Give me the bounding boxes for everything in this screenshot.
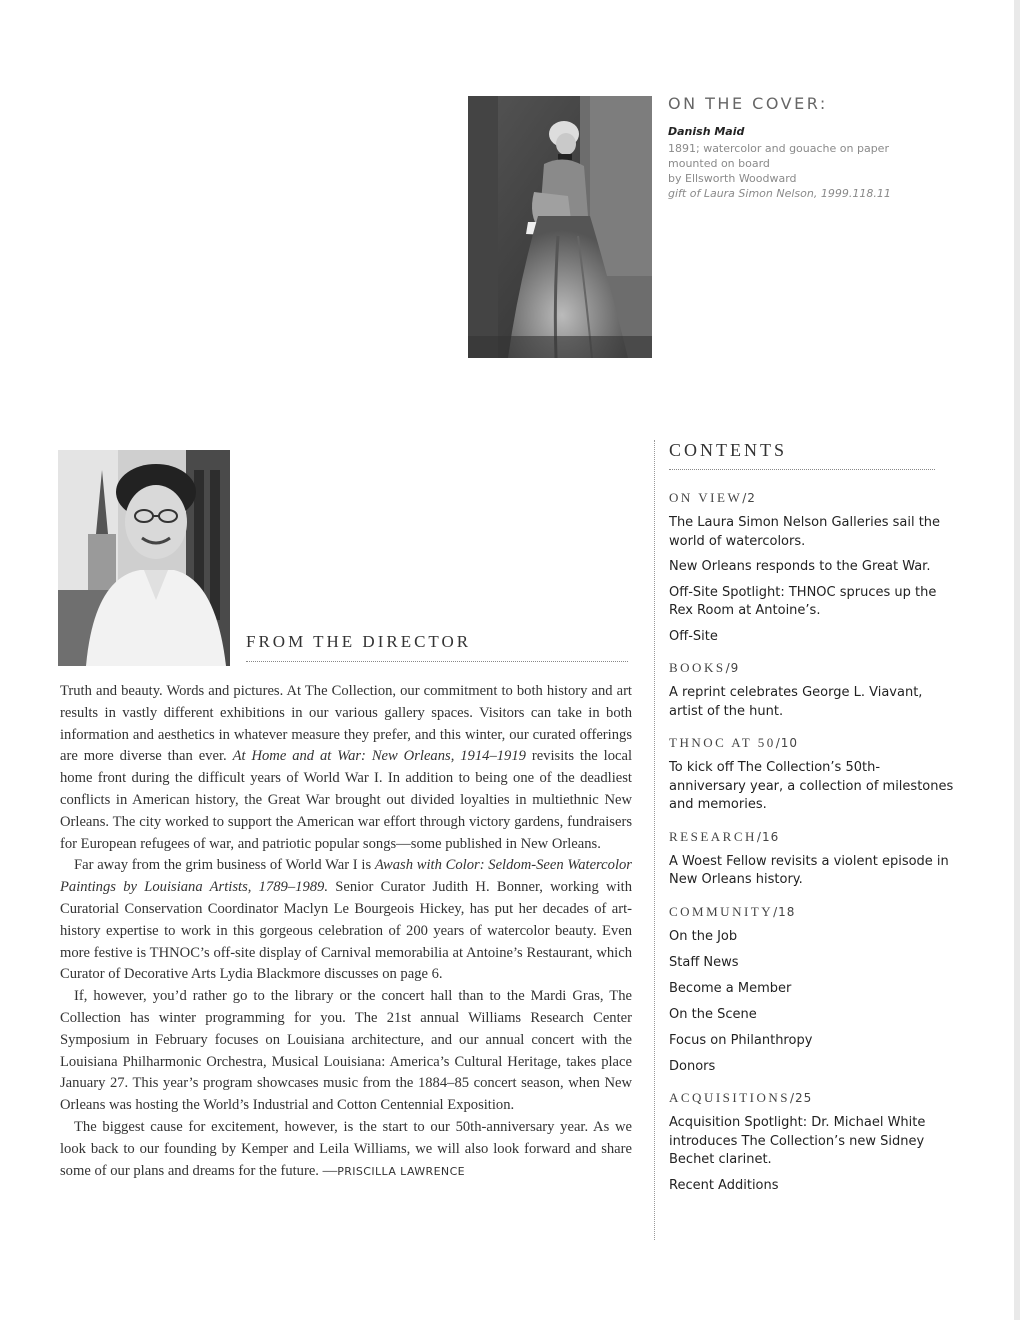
contents-entry[interactable]: The Laura Simon Nelson Galleries sail the world of watercolors. <box>669 515 941 549</box>
director-paragraph: If, however, you’d rather go to the library or the concert hall than to the Mardi Gras, The Collection has winter programming for you. The 21st annual Williams Research Center Symposium in February focuses on Louisiana architecture, and our annual concert with the Louisiana Philharmonic Orchestra, Musical Louisiana: America’s Cultural Heritage, takes place January 27. This year’s program showcases music from the 1884–85 concert season, when New Orleans was hosting the World’s Industrial and Cotton Centennial Exposition. <box>60 988 632 1114</box>
exhibition-title: At Home and at War: New Orleans, 1914–1919 <box>232 748 526 765</box>
director-heading-rule <box>246 661 628 662</box>
section-page-number: /10 <box>775 736 799 750</box>
paragraph-text: revisits the local home front during the difficult years of World War I. In addition to being one of the deadliest conflicts in American history, the Great War brought out divided loyalties in multiethnic New Orleans. The city worked to support the American war effort through victory gardens, fundraisers for European refugees of war, and patriotic popular songs—some published in New Orleans. <box>60 748 633 852</box>
director-letter <box>60 681 632 1182</box>
director-portrait-photo <box>58 450 230 666</box>
section-heading <box>669 1090 954 1106</box>
section-heading <box>669 660 954 676</box>
cover-caption <box>668 124 968 201</box>
contents-entry[interactable]: Focus on Philanthropy <box>669 1032 813 1048</box>
section-page-number: /25 <box>790 1091 813 1105</box>
paragraph-text: The biggest cause for excitement, however, is the start to our 50th-anniversary year. As we look back to our founding by Kemper and Leila Williams, we will also look forward and share some of our plans and dreams for the future. — <box>60 1118 632 1179</box>
contents-section-on-view <box>669 490 954 646</box>
paragraph-text: Truth and beauty. Words and pictures. At The Collection, our commitment to both history and art results in vastly different exhibitions in our various gallery spaces. Visitors can take in both information and aesthetics in whatever measure they prefer, and this winter, our curated offerings are more diverse than ever. <box>60 683 632 765</box>
contents-heading-rule <box>669 469 935 470</box>
contents-entry[interactable]: Recent Additions <box>669 1177 779 1193</box>
contents-entry[interactable]: On the Scene <box>669 1006 757 1022</box>
director-paragraph <box>60 681 632 855</box>
section-heading <box>669 904 954 920</box>
section-heading <box>669 829 954 845</box>
director-section-heading: FROM THE DIRECTOR <box>246 632 472 651</box>
contents-entry[interactable]: Off-Site <box>669 628 718 644</box>
cover-painting-image <box>468 96 652 358</box>
section-heading <box>669 735 954 751</box>
contents-section-thnoc-at-50 <box>669 735 954 815</box>
contents-section-community <box>669 904 954 1077</box>
contents-entry[interactable]: To kick off The Collection’s 50th-anniversary year, a collection of milestones and memories. <box>669 760 954 812</box>
section-name: ACQUISITIONS <box>669 1090 790 1105</box>
contents-heading: CONTENTS <box>669 440 787 460</box>
director-paragraph <box>60 855 632 986</box>
paragraph-text: Far away from the grim business of World War I is <box>74 857 375 874</box>
contents-entry[interactable]: Acquisition Spotlight: Dr. Michael White introduces The Collection’s new Sidney Bechet clarinet. <box>669 1115 926 1167</box>
table-of-contents <box>654 440 954 1240</box>
cover-artist-line: by Ellsworth Woodward <box>668 172 797 185</box>
contents-entry[interactable]: Become a Member <box>669 980 792 996</box>
section-heading <box>669 490 954 506</box>
section-page-number: /9 <box>725 661 740 675</box>
contents-section-research <box>669 829 954 890</box>
cover-section-label: ON THE COVER: <box>668 94 828 113</box>
section-page-number: /2 <box>742 491 756 505</box>
section-name: RESEARCH <box>669 828 757 844</box>
section-name: THNOC AT 50 <box>669 735 776 750</box>
contents-entry[interactable]: A reprint celebrates George L. Viavant, artist of the hunt. <box>669 685 923 719</box>
section-page-number: /16 <box>756 829 780 844</box>
cover-credit-line: gift of Laura Simon Nelson, 1999.118.11 <box>668 187 891 200</box>
contents-entry[interactable]: Staff News <box>669 954 739 970</box>
page-edge-shadow <box>1014 0 1020 1320</box>
contents-entry[interactable]: New Orleans responds to the Great War. <box>669 559 931 574</box>
contents-section-books <box>669 660 954 721</box>
cover-medium-line: 1891; watercolor and gouache on paper <box>668 142 889 155</box>
section-name: COMMUNITY <box>669 903 774 919</box>
section-name: ON VIEW <box>669 490 743 505</box>
contents-entry[interactable]: Off-Site Spotlight: THNOC spruces up the Rex Room at Antoine’s. <box>669 584 937 618</box>
contents-entry[interactable]: Donors <box>669 1058 716 1074</box>
paragraph-text: Senior Curator Judith H. Bonner, working with Curatorial Conservation Coordinator Maclyn Le Bourgeois Hickey, has put her decades of art-history expertise to work in this gorgeous celebration of 200 years of watercolor beauty. Even more festive is THNOC’s off-site display of Carnival memorabilia at Antoine’s Restaurant, which Curator of Decorative Arts Lydia Blackmore discusses on page 6. <box>60 879 632 983</box>
contents-section-acquisitions <box>669 1090 954 1195</box>
section-name: BOOKS <box>669 660 726 675</box>
contents-entry[interactable]: A Woest Fellow revisits a violent episode in New Orleans history. <box>669 853 949 887</box>
director-paragraph <box>60 1117 632 1182</box>
cover-artwork-title: Danish Maid <box>668 125 745 138</box>
director-signature: PRISCILLA LAWRENCE <box>337 1164 465 1178</box>
exhibition-title: Awash with Color: Seldom-Seen Watercolor Paintings by Louisiana Artists, 1789–1989. <box>60 857 632 896</box>
cover-mount-line: mounted on board <box>668 157 770 170</box>
contents-entry[interactable]: On the Job <box>669 928 738 944</box>
section-page-number: /18 <box>773 904 796 919</box>
